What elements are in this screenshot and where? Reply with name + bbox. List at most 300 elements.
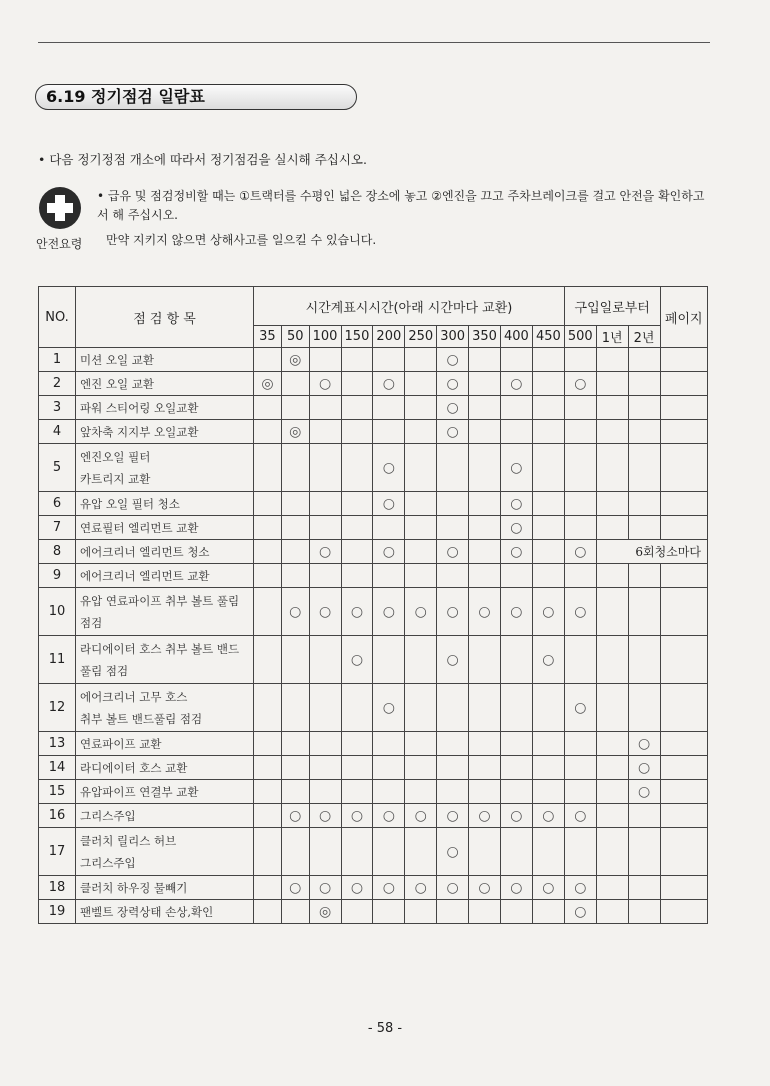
interval-mark [281,900,309,924]
row-number: 10 [39,588,76,636]
inspection-item-line: 클러치 릴리스 허브 [80,833,177,848]
page-cell [660,732,707,756]
page-cell [660,804,707,828]
interval-mark [373,396,405,420]
schedule-note: 6회청소마다 [596,540,707,564]
interval-mark [532,420,564,444]
page-cell [660,396,707,420]
interval-mark [596,732,628,756]
interval-mark [281,444,309,492]
interval-mark: ○ [437,540,469,564]
column-header: 50 [281,326,309,348]
interval-mark: ○ [309,540,341,564]
interval-mark [373,348,405,372]
row-number: 7 [39,516,76,540]
interval-mark [469,516,501,540]
interval-mark: ○ [373,372,405,396]
interval-mark [437,492,469,516]
column-header: 35 [254,326,282,348]
interval-mark: ○ [500,540,532,564]
row-number: 1 [39,348,76,372]
inspection-item-line: 클러치 하우징 물빼기 [80,880,188,895]
interval-mark [532,828,564,876]
interval-mark: ○ [469,876,501,900]
interval-mark [469,444,501,492]
interval-mark: ○ [373,876,405,900]
column-header: 350 [469,326,501,348]
interval-mark [309,396,341,420]
inspection-item [76,564,254,588]
interval-mark: ○ [500,516,532,540]
interval-mark [596,372,628,396]
interval-mark: ○ [500,492,532,516]
interval-mark [532,540,564,564]
header-page: 페이지 [660,287,707,348]
interval-mark [254,780,282,804]
inspection-item-line: 파워 스티어링 오일교환 [80,400,199,415]
inspection-item-line: 연료파이프 교환 [80,736,162,751]
interval-mark [254,804,282,828]
interval-mark [469,564,501,588]
inspection-item [76,372,254,396]
interval-mark [596,828,628,876]
interval-mark [437,780,469,804]
interval-mark [564,420,596,444]
interval-mark: ○ [564,804,596,828]
inspection-item-line: 라디에이터 호스 교환 [80,760,188,775]
interval-mark [469,372,501,396]
interval-mark [405,396,437,420]
inspection-item-line: 점검 [80,615,103,630]
interval-mark [500,348,532,372]
column-header: 150 [341,326,373,348]
column-header: 450 [532,326,564,348]
page-cell [660,420,707,444]
row-number: 18 [39,876,76,900]
interval-mark [500,732,532,756]
interval-mark: ○ [500,804,532,828]
interval-mark [373,516,405,540]
header-item: 점 검 항 목 [76,287,254,348]
interval-mark: ○ [437,876,469,900]
interval-mark: ○ [437,828,469,876]
row-number: 2 [39,372,76,396]
interval-mark [437,516,469,540]
column-header: 2년 [628,326,660,348]
interval-mark [469,780,501,804]
table-row [39,876,708,900]
inspection-item-line: 에어크리너 엘리먼트 청소 [80,544,210,559]
interval-mark [564,396,596,420]
interval-mark [532,780,564,804]
interval-mark [628,372,660,396]
interval-mark [628,516,660,540]
interval-mark [341,780,373,804]
interval-mark [309,732,341,756]
interval-mark [405,684,437,732]
inspection-item [76,588,254,636]
interval-mark [564,516,596,540]
interval-mark [281,564,309,588]
interval-mark [532,348,564,372]
table-row [39,372,708,396]
interval-mark [281,372,309,396]
interval-mark [532,756,564,780]
interval-mark [628,564,660,588]
interval-mark [564,732,596,756]
interval-mark: ○ [437,636,469,684]
interval-mark [469,348,501,372]
table-row [39,636,708,684]
interval-mark: ○ [373,540,405,564]
interval-mark [341,756,373,780]
row-number: 17 [39,828,76,876]
interval-mark: ○ [532,876,564,900]
page-cell [660,348,707,372]
interval-mark [405,372,437,396]
interval-mark: ○ [309,876,341,900]
interval-mark [309,828,341,876]
inspection-item-line: 에어크리너 엘리먼트 교환 [80,568,210,583]
page-cell [660,756,707,780]
interval-mark [254,564,282,588]
intro-text: • 다음 정기정점 개소에 따라서 정기점검을 실시해 주십시오. [38,152,367,167]
interval-mark [596,780,628,804]
interval-mark [281,684,309,732]
table-row [39,588,708,636]
interval-mark [254,516,282,540]
interval-mark [405,828,437,876]
interval-mark: ◎ [281,420,309,444]
interval-mark: ○ [405,804,437,828]
interval-mark [469,540,501,564]
interval-mark [532,492,564,516]
interval-mark [628,636,660,684]
interval-mark [405,732,437,756]
interval-mark [405,756,437,780]
interval-mark [254,396,282,420]
interval-mark: ◎ [309,900,341,924]
interval-mark [628,348,660,372]
interval-mark [309,444,341,492]
interval-mark [564,756,596,780]
inspection-item [76,828,254,876]
interval-mark [564,492,596,516]
interval-mark [373,900,405,924]
section-title: 6.19 정기점검 일람표 [35,84,357,110]
interval-mark [469,756,501,780]
page-cell [660,492,707,516]
interval-mark [437,756,469,780]
page-cell [660,900,707,924]
interval-mark [469,900,501,924]
interval-mark [254,756,282,780]
interval-mark [532,900,564,924]
page-cell [660,516,707,540]
interval-mark [596,900,628,924]
interval-mark [500,684,532,732]
interval-mark [532,396,564,420]
interval-mark: ○ [628,780,660,804]
interval-mark [405,780,437,804]
inspection-item-line: 풀림 점검 [80,663,129,678]
interval-mark [254,900,282,924]
inspection-item [76,876,254,900]
interval-mark: ○ [469,804,501,828]
interval-mark [405,444,437,492]
interval-mark: ○ [373,444,405,492]
interval-mark [341,420,373,444]
interval-mark: ○ [500,372,532,396]
interval-mark [341,732,373,756]
interval-mark: ○ [281,804,309,828]
interval-mark [405,516,437,540]
interval-mark: ○ [309,588,341,636]
interval-mark [628,684,660,732]
inspection-item [76,396,254,420]
inspection-item [76,492,254,516]
interval-mark [309,348,341,372]
interval-mark: ○ [628,756,660,780]
interval-mark: ○ [500,444,532,492]
inspection-schedule-table [38,286,708,924]
interval-mark: ○ [309,804,341,828]
interval-mark [437,684,469,732]
interval-mark [628,876,660,900]
interval-mark [564,828,596,876]
interval-mark [596,756,628,780]
column-header: 300 [437,326,469,348]
safety-cross-icon [39,187,81,229]
inspection-item-line: 엔진오일 필터 [80,449,151,464]
interval-mark [309,492,341,516]
interval-mark [373,732,405,756]
interval-mark: ○ [281,876,309,900]
inspection-item-line: 라디에이터 호스 취부 볼트 밴드 [80,641,240,656]
interval-mark [254,420,282,444]
interval-mark [596,348,628,372]
inspection-item-line: 취부 볼트 밴드풀림 점검 [80,711,203,726]
table-row [39,444,708,492]
interval-mark [281,540,309,564]
interval-mark [532,516,564,540]
interval-mark: ○ [341,876,373,900]
interval-mark: ○ [437,348,469,372]
interval-mark [628,444,660,492]
interval-mark [373,780,405,804]
inspection-item [76,732,254,756]
interval-mark [628,900,660,924]
interval-mark [596,492,628,516]
safety-warning: 만약 지키지 않으면 상해사고를 일으킬 수 있습니다. [106,233,377,247]
table-row [39,684,708,732]
interval-mark [405,636,437,684]
inspection-item [76,900,254,924]
interval-mark: ○ [373,804,405,828]
interval-mark [628,804,660,828]
table-row [39,564,708,588]
interval-mark [309,780,341,804]
table-row [39,780,708,804]
inspection-item [76,804,254,828]
inspection-item-line: 그리스주입 [80,855,136,870]
interval-mark: ◎ [254,372,282,396]
interval-mark: ○ [564,372,596,396]
interval-mark [405,564,437,588]
top-rule [38,42,710,43]
column-header: 400 [500,326,532,348]
interval-mark [281,828,309,876]
column-header: 200 [373,326,405,348]
interval-mark [281,516,309,540]
header-hours-group: 시간계표시시간(아래 시간마다 교환) [254,287,565,326]
row-number: 8 [39,540,76,564]
table-row [39,756,708,780]
interval-mark [254,684,282,732]
page-cell [660,444,707,492]
page-number: - 58 - [367,1021,403,1036]
inspection-item-line: 카트리지 교환 [80,471,151,486]
inspection-item-line: 그리스주입 [80,808,136,823]
interval-mark [500,396,532,420]
page-cell [660,828,707,876]
row-number: 11 [39,636,76,684]
inspection-item-line: 엔진 오일 교환 [80,376,154,391]
interval-mark: ○ [437,396,469,420]
table-row [39,828,708,876]
interval-mark [373,420,405,444]
interval-mark: ○ [469,588,501,636]
interval-mark [596,444,628,492]
inspection-item [76,420,254,444]
interval-mark [469,420,501,444]
interval-mark [281,492,309,516]
inspection-item [76,756,254,780]
interval-mark [532,684,564,732]
interval-mark [373,756,405,780]
interval-mark [254,492,282,516]
interval-mark [500,420,532,444]
page-cell [660,372,707,396]
interval-mark [309,420,341,444]
inspection-item [76,516,254,540]
row-number: 13 [39,732,76,756]
interval-mark [341,900,373,924]
inspection-item [76,636,254,684]
interval-mark [254,636,282,684]
interval-mark [437,564,469,588]
interval-mark: ○ [532,804,564,828]
table-row [39,492,708,516]
interval-mark [564,444,596,492]
table-row [39,732,708,756]
interval-mark: ○ [341,804,373,828]
interval-mark: ○ [437,588,469,636]
interval-mark: ○ [437,372,469,396]
safety-notice: • 급유 및 점검정비할 때는 ①트랙터를 수평인 넓은 장소에 놓고 ②엔진을 끄고 주차브레이크를 걸고 안전을 확인하고서 해 주십시오. [97,189,705,222]
interval-mark [309,516,341,540]
interval-mark [628,588,660,636]
interval-mark [254,348,282,372]
inspection-item [76,348,254,372]
interval-mark [596,636,628,684]
interval-mark [596,396,628,420]
interval-mark [596,564,628,588]
interval-mark [500,636,532,684]
header-no: NO. [39,287,76,348]
interval-mark [281,756,309,780]
interval-mark: ◎ [281,348,309,372]
inspection-item-line: 유압 연료파이프 취부 볼트 풀림 [80,593,240,608]
interval-mark: ○ [564,900,596,924]
inspection-item [76,540,254,564]
interval-mark [373,564,405,588]
page-cell [660,564,707,588]
interval-mark [564,564,596,588]
column-header: 100 [309,326,341,348]
interval-mark [341,516,373,540]
inspection-item-line: 에어크리너 고무 호스 [80,689,188,704]
interval-mark [405,348,437,372]
interval-mark [437,732,469,756]
page-cell [660,588,707,636]
interval-mark [500,564,532,588]
interval-mark: ○ [373,684,405,732]
interval-mark [341,444,373,492]
page-cell [660,876,707,900]
row-number: 4 [39,420,76,444]
interval-mark [405,540,437,564]
header-purchase-group: 구입일로부터 [564,287,660,326]
inspection-item-line: 유압파이프 연결부 교환 [80,784,199,799]
interval-mark [532,564,564,588]
interval-mark [596,804,628,828]
column-header: 250 [405,326,437,348]
interval-mark: ○ [281,588,309,636]
interval-mark [373,636,405,684]
table-row [39,516,708,540]
table-row [39,804,708,828]
interval-mark [281,396,309,420]
interval-mark: ○ [564,876,596,900]
row-number: 5 [39,444,76,492]
interval-mark: ○ [437,804,469,828]
interval-mark [341,492,373,516]
interval-mark [500,828,532,876]
interval-mark [373,828,405,876]
interval-mark: ○ [437,420,469,444]
interval-mark: ○ [564,540,596,564]
interval-mark [532,444,564,492]
interval-mark [532,372,564,396]
interval-mark [628,396,660,420]
interval-mark [469,732,501,756]
interval-mark [254,732,282,756]
page-cell [660,636,707,684]
interval-mark: ○ [373,492,405,516]
column-header: 1년 [596,326,628,348]
interval-mark [281,732,309,756]
inspection-item-line: 팬벨트 장력상태 손상,확인 [80,904,214,919]
row-number: 12 [39,684,76,732]
interval-mark: ○ [405,588,437,636]
interval-mark [309,756,341,780]
row-number: 14 [39,756,76,780]
interval-mark: ○ [500,588,532,636]
interval-mark [341,396,373,420]
interval-mark [341,348,373,372]
interval-mark [469,636,501,684]
